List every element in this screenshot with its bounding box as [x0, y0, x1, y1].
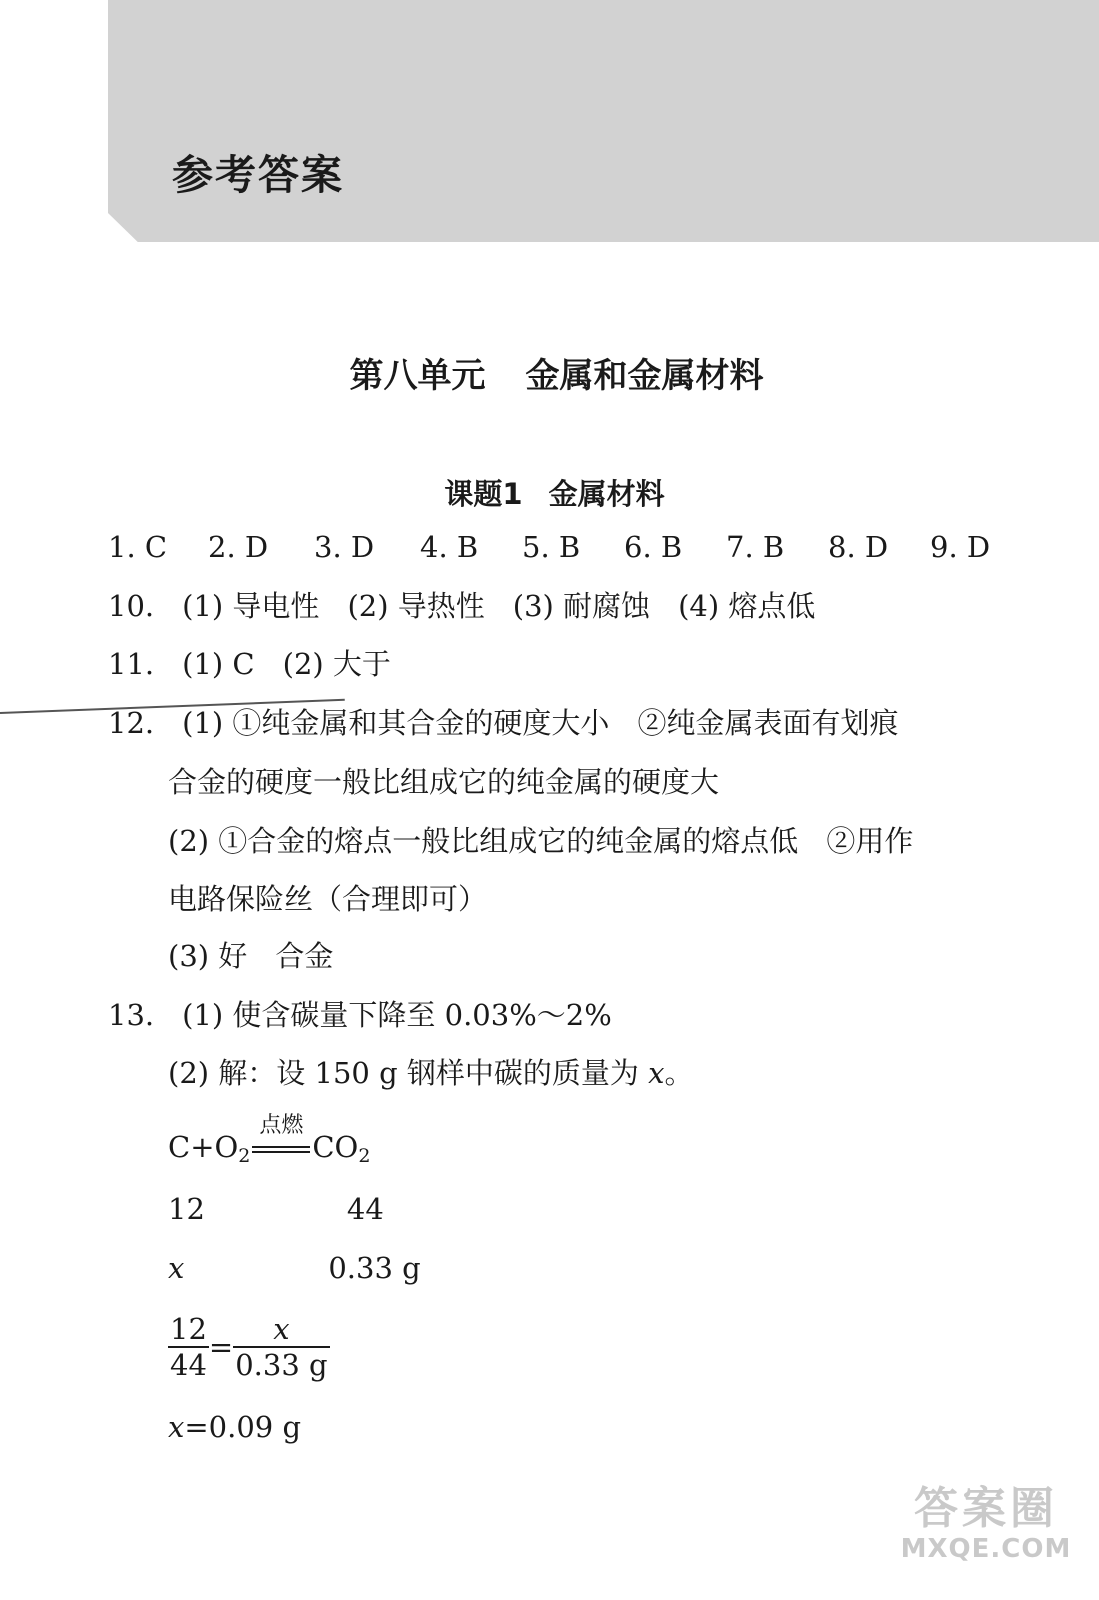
answer-part: (3) 好	[168, 939, 248, 973]
answer-part: ②纯金属表面有划痕	[637, 706, 899, 740]
lesson-title	[0, 472, 1099, 513]
reaction-arrow	[252, 1113, 310, 1164]
numerator: 12	[170, 1312, 207, 1346]
question-number: 11.	[108, 647, 155, 681]
answer-part: ②用作	[826, 824, 914, 858]
variable-x: x	[648, 1056, 665, 1090]
answer-13-line-1	[108, 998, 612, 1033]
header-band	[108, 0, 1099, 242]
choice-answer: 7. B	[726, 530, 785, 564]
watermark-logo: 答案圈	[914, 1483, 1058, 1534]
question-number: 13.	[108, 998, 155, 1032]
answer-part: (2) 解：设 150 g 钢样中碳的质量为	[168, 1056, 649, 1090]
subscript: 2	[238, 1145, 251, 1167]
answer-part: (1) C	[182, 647, 255, 681]
choice-answer: 1. C	[108, 530, 168, 564]
answer-part: (1) 使含碳量下降至 0.03%～2%	[182, 998, 612, 1032]
reaction-condition: 点燃	[259, 1113, 304, 1138]
answer-12-line-5	[168, 939, 333, 974]
choice-answer: 3. D	[314, 530, 375, 564]
result-line	[168, 1410, 301, 1444]
answer-12-line-2: 合金的硬度一般比组成它的纯金属的硬度大	[168, 765, 720, 799]
numerator: x	[233, 1312, 329, 1348]
given-mass: 0.33 g	[328, 1251, 421, 1285]
answer-10	[108, 589, 815, 624]
answer-part: (2) 大于	[282, 647, 391, 681]
answer-part: (2) 导热性	[347, 589, 485, 623]
answer-part: (1) ①纯金属和其合金的硬度大小	[182, 706, 610, 740]
answer-12-line-3	[168, 824, 913, 859]
answer-part: (3) 耐腐蚀	[512, 589, 651, 623]
chemical-equation	[168, 1113, 371, 1167]
answer-part: 合金	[275, 939, 334, 973]
answer-12-line-4: 电路保险丝（合理即可）	[168, 882, 488, 916]
unit-number: 第八单元	[349, 356, 486, 396]
choice-answer: 9. D	[930, 530, 991, 564]
question-number: 12.	[108, 706, 155, 740]
choice-answer: 8. D	[828, 530, 889, 564]
answer-13-line-2	[168, 1056, 693, 1091]
mass-co2: 44	[346, 1192, 384, 1226]
unit-title	[0, 348, 1099, 397]
choice-answer: 6. B	[624, 530, 683, 564]
answer-part: (4) 熔点低	[678, 589, 816, 623]
choice-answer: 2. D	[208, 530, 269, 564]
lesson-number: 课题1	[444, 477, 523, 511]
answer-part: (1) 导电性	[182, 589, 320, 623]
reactants: C+O	[168, 1130, 239, 1164]
answer-part: 。	[664, 1056, 694, 1090]
quantity-row	[168, 1251, 421, 1285]
answer-part: (2) ①合金的熔点一般比组成它的纯金属的熔点低	[168, 824, 799, 858]
result-value: =0.09 g	[184, 1410, 302, 1444]
question-number: 10.	[108, 589, 155, 623]
lesson-name: 金属材料	[548, 477, 665, 511]
denominator: 0.33 g	[235, 1348, 328, 1382]
variable-x: x	[168, 1251, 185, 1285]
choice-answer: 5. B	[522, 530, 581, 564]
proportion-equation: $\frac{12}{44}$ = $\frac{x}{0.33 g}$	[170, 1312, 328, 1382]
answer-12-line-1	[108, 706, 898, 741]
molar-mass-row	[168, 1192, 384, 1226]
fraction-left	[168, 1312, 209, 1382]
watermark-url: MXQE.COM	[900, 1534, 1072, 1564]
site-watermark	[891, 1484, 1081, 1570]
fraction-right	[233, 1312, 329, 1382]
denominator: 44	[170, 1348, 207, 1382]
product: CO	[312, 1130, 359, 1164]
variable-x: x	[168, 1410, 185, 1444]
page-header-title: 参考答案	[172, 151, 344, 199]
subscript: 2	[358, 1145, 371, 1167]
choice-answer: 4. B	[420, 530, 479, 564]
mass-carbon: 12	[168, 1192, 205, 1226]
unit-name: 金属和金属材料	[525, 356, 764, 396]
answer-11	[108, 647, 391, 682]
